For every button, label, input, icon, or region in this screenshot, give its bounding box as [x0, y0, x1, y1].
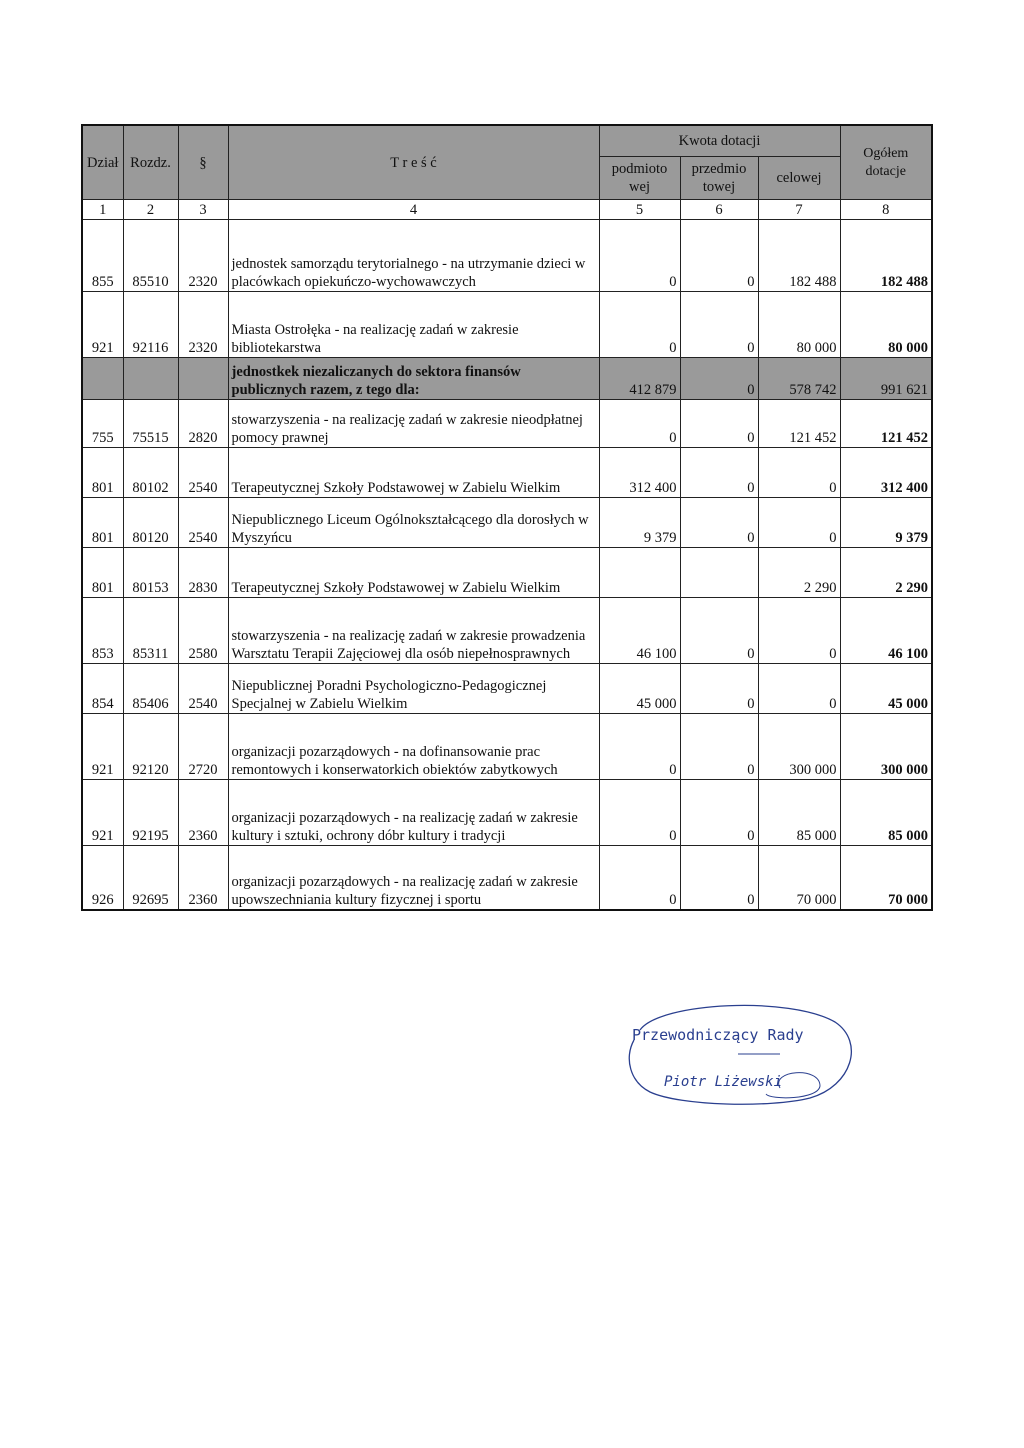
cell-paragraph: 2320 [178, 220, 228, 292]
table-row [82, 598, 932, 664]
cell-dzial: 921 [82, 714, 123, 780]
cell-rozdz: 80153 [123, 548, 178, 598]
cell-przedmiotowej: 0 [680, 714, 758, 780]
cell-paragraph: 2320 [178, 292, 228, 358]
table-row [82, 664, 932, 714]
cell-podmiotowej: 312 400 [599, 448, 680, 498]
cell-dzial: 801 [82, 448, 123, 498]
cell-paragraph: 2580 [178, 598, 228, 664]
cell-empty [82, 358, 123, 400]
cell-rozdz: 92120 [123, 714, 178, 780]
cell-tresc: organizacji pozarządowych - na dofinansowanie prac remontowych i konserwatorkich obiektów zabytkowych [228, 714, 599, 780]
table-row [82, 846, 932, 910]
header-tresc: T r e ś ć [228, 125, 599, 200]
cell-przedmiotowej: 0 [680, 400, 758, 448]
stamp-oval-icon [620, 1000, 856, 1108]
cell-dzial: 755 [82, 400, 123, 448]
cell-ogolem: 70 000 [840, 846, 932, 910]
cell-tresc: jednostek samorządu terytorialnego - na utrzymanie dzieci w placówkach opiekuńczo-wychowawczych [228, 220, 599, 292]
cell-przedmiotowej: 0 [680, 846, 758, 910]
cell-podmiotowej: 0 [599, 714, 680, 780]
cell-rozdz: 85406 [123, 664, 178, 714]
header-ogolem: Ogółem dotacje [840, 125, 932, 200]
cell-rozdz: 92195 [123, 780, 178, 846]
header-dzial: Dział [82, 125, 123, 200]
table-row [82, 714, 932, 780]
cell-tresc: Niepublicznej Poradni Psychologiczno-Pedagogicznej Specjalnej w Zabielu Wielkim [228, 664, 599, 714]
column-number-row [82, 200, 932, 220]
chairman-stamp [620, 1000, 856, 1108]
cell-rozdz: 92695 [123, 846, 178, 910]
cell-podmiotowej: 0 [599, 780, 680, 846]
header-paragraph: § [178, 125, 228, 200]
cell-przedmiotowej: 0 [680, 220, 758, 292]
cell-celowej: 2 290 [758, 548, 840, 598]
summary-ogolem: 991 621 [840, 358, 932, 400]
cell-rozdz: 75515 [123, 400, 178, 448]
cell-tresc: Miasta Ostrołęka - na realizację zadań w zakresie bibliotekarstwa [228, 292, 599, 358]
cell-przedmiotowej: 0 [680, 598, 758, 664]
cell-rozdz: 80102 [123, 448, 178, 498]
table-row [82, 780, 932, 846]
table-row [82, 292, 932, 358]
cell-dzial: 926 [82, 846, 123, 910]
cell-celowej: 70 000 [758, 846, 840, 910]
cell-paragraph: 2720 [178, 714, 228, 780]
summary-label: jednostkek niezaliczanych do sektora finansów publicznych razem, z tego dla: [228, 358, 599, 400]
cell-dzial: 921 [82, 292, 123, 358]
cell-podmiotowej [599, 548, 680, 598]
cell-tresc: Terapeutycznej Szkoły Podstawowej w Zabielu Wielkim [228, 548, 599, 598]
cell-celowej: 121 452 [758, 400, 840, 448]
cell-podmiotowej: 0 [599, 220, 680, 292]
header-kwota-dotacji: Kwota dotacji [599, 125, 840, 157]
cell-podmiotowej: 9 379 [599, 498, 680, 548]
summary-podmiotowej: 412 879 [599, 358, 680, 400]
cell-podmiotowej: 0 [599, 292, 680, 358]
cell-dzial: 853 [82, 598, 123, 664]
cell-ogolem: 9 379 [840, 498, 932, 548]
cell-przedmiotowej: 0 [680, 448, 758, 498]
table-row [82, 220, 932, 292]
cell-ogolem: 300 000 [840, 714, 932, 780]
cell-paragraph: 2360 [178, 846, 228, 910]
cell-rozdz: 85311 [123, 598, 178, 664]
cell-celowej: 0 [758, 448, 840, 498]
col-number: 6 [680, 200, 758, 220]
cell-przedmiotowej: 0 [680, 498, 758, 548]
cell-paragraph: 2820 [178, 400, 228, 448]
cell-paragraph: 2540 [178, 664, 228, 714]
cell-ogolem: 182 488 [840, 220, 932, 292]
header-celowej: celowej [758, 157, 840, 200]
cell-podmiotowej: 46 100 [599, 598, 680, 664]
cell-celowej: 0 [758, 598, 840, 664]
cell-empty [123, 358, 178, 400]
cell-paragraph: 2540 [178, 448, 228, 498]
cell-tresc: stowarzyszenia - na realizację zadań w zakresie nieodpłatnej pomocy prawnej [228, 400, 599, 448]
col-number: 1 [82, 200, 123, 220]
cell-dzial: 855 [82, 220, 123, 292]
cell-przedmiotowej: 0 [680, 780, 758, 846]
cell-podmiotowej: 45 000 [599, 664, 680, 714]
col-number: 2 [123, 200, 178, 220]
cell-podmiotowej: 0 [599, 400, 680, 448]
table-row [82, 548, 932, 598]
summary-row [82, 358, 932, 400]
summary-przedmiotowej: 0 [680, 358, 758, 400]
cell-celowej: 0 [758, 498, 840, 548]
cell-dzial: 854 [82, 664, 123, 714]
stamp-signature-name: Piotr Liżewski [664, 1074, 783, 1090]
col-number: 7 [758, 200, 840, 220]
table-row [82, 498, 932, 548]
cell-przedmiotowej: 0 [680, 664, 758, 714]
cell-ogolem: 312 400 [840, 448, 932, 498]
cell-ogolem: 45 000 [840, 664, 932, 714]
cell-rozdz: 80120 [123, 498, 178, 548]
cell-paragraph: 2360 [178, 780, 228, 846]
cell-rozdz: 85510 [123, 220, 178, 292]
cell-ogolem: 121 452 [840, 400, 932, 448]
cell-dzial: 801 [82, 548, 123, 598]
summary-celowej: 578 742 [758, 358, 840, 400]
header-rozdz: Rozdz. [123, 125, 178, 200]
cell-tresc: stowarzyszenia - na realizację zadań w zakresie prowadzenia Warsztatu Terapii Zajęciowej dla osób niepełnosprawnych [228, 598, 599, 664]
col-number: 8 [840, 200, 932, 220]
cell-ogolem: 46 100 [840, 598, 932, 664]
cell-celowej: 182 488 [758, 220, 840, 292]
table-row [82, 448, 932, 498]
cell-tresc: organizacji pozarządowych - na realizację zadań w zakresie kultury i sztuki, ochrony dóbr kultury i tradycji [228, 780, 599, 846]
cell-tresc: organizacji pozarządowych - na realizację zadań w zakresie upowszechniania kultury fizycznej i sportu [228, 846, 599, 910]
cell-dzial: 921 [82, 780, 123, 846]
header-podmiotowej: podmioto wej [599, 157, 680, 200]
col-number: 3 [178, 200, 228, 220]
table-row [82, 400, 932, 448]
cell-empty [178, 358, 228, 400]
cell-ogolem: 85 000 [840, 780, 932, 846]
cell-przedmiotowej: 0 [680, 292, 758, 358]
cell-celowej: 0 [758, 664, 840, 714]
cell-celowej: 80 000 [758, 292, 840, 358]
cell-paragraph: 2830 [178, 548, 228, 598]
cell-celowej: 300 000 [758, 714, 840, 780]
cell-paragraph: 2540 [178, 498, 228, 548]
header-przedmiotowej: przedmio towej [680, 157, 758, 200]
cell-podmiotowej: 0 [599, 846, 680, 910]
cell-przedmiotowej [680, 548, 758, 598]
subsidy-table [81, 124, 933, 911]
col-number: 5 [599, 200, 680, 220]
cell-ogolem: 80 000 [840, 292, 932, 358]
cell-rozdz: 92116 [123, 292, 178, 358]
cell-tresc: Terapeutycznej Szkoły Podstawowej w Zabielu Wielkim [228, 448, 599, 498]
cell-dzial: 801 [82, 498, 123, 548]
col-number: 4 [228, 200, 599, 220]
cell-tresc: Niepublicznego Liceum Ogólnokształcącego dla dorosłych w Myszyńcu [228, 498, 599, 548]
cell-ogolem: 2 290 [840, 548, 932, 598]
stamp-title: Przewodniczący Rady [632, 1026, 804, 1044]
cell-celowej: 85 000 [758, 780, 840, 846]
